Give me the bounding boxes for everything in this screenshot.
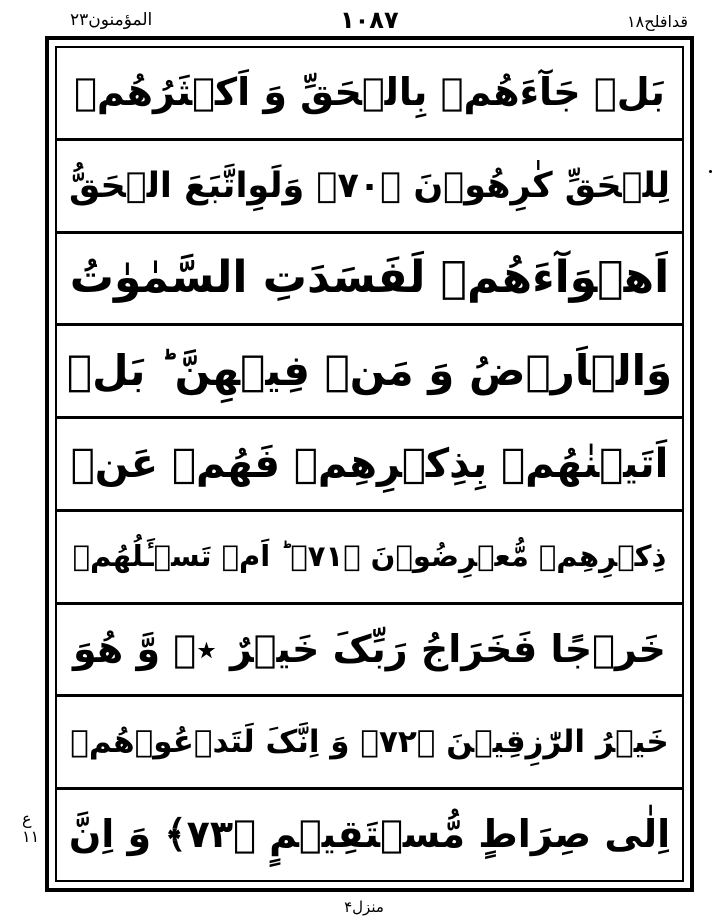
ruku-mark: ع <box>22 809 32 828</box>
verse-line-text: اَهۡوَآءَهُمۡ لَفَسَدَتِ السَّمٰوٰتُ <box>69 252 670 304</box>
ruku-number: ۱۱ <box>22 826 40 846</box>
page-number: ۱۰۸۷ <box>340 6 399 34</box>
verse-line-text: وَالۡاَرۡضُ وَ مَنۡ فِیۡهِنَّ ؕ بَلۡ <box>66 346 673 396</box>
margin-dot <box>709 170 712 173</box>
verse-line-9 <box>57 790 682 880</box>
surah-name: المؤمنون۲۳ <box>70 10 153 30</box>
para-name: قدافلح۱۸ <box>627 12 688 31</box>
verse-line-text: خَرۡجًا فَخَرَاجُ رَبِّکَ خَیۡرٌ ٭ۖ وَّ هُوَ <box>73 626 666 671</box>
page-header <box>0 6 728 36</box>
verse-line-text: اِلٰی صِرَاطٍ مُّسۡتَقِیۡمٍ ﴿۷۳﴾ وَ اِنَّ <box>68 812 671 857</box>
ruku-marker <box>22 810 39 845</box>
verse-line-text: ذِکۡرِهِمۡ مُّعۡرِضُوۡنَ ﴿۷۱﴾ ؕ اَمۡ تَسۡـَٔلُهُمۡ <box>72 539 667 574</box>
manzil-footer: منزل۴ <box>344 898 384 916</box>
verse-line-text: لِلۡحَقِّ کٰرِهُوۡنَ ﴿۷۰﴾ وَلَوِاتَّبَعَ الۡحَقُّ <box>69 165 670 206</box>
verse-line-1 <box>57 48 682 141</box>
verse-line-3 <box>57 234 682 327</box>
text-frame <box>45 36 694 892</box>
verse-line-6 <box>57 512 682 605</box>
verse-line-5 <box>57 419 682 512</box>
verse-line-7 <box>57 605 682 698</box>
verse-line-4 <box>57 326 682 419</box>
verse-lines <box>57 48 682 880</box>
verse-line-text: خَیۡرُ الرّٰزِقِیۡنَ ﴿۷۲﴾ وَ اِنَّکَ لَتَدۡعُوۡهُمۡ <box>70 723 669 760</box>
text-frame-inner <box>55 46 684 882</box>
verse-line-8 <box>57 697 682 790</box>
verse-line-text: اَتَیۡنٰهُمۡ بِذِکۡرِهِمۡ فَهُمۡ عَنۡ <box>70 441 669 488</box>
verse-line-text: بَلۡ جَآءَهُمۡ بِالۡحَقِّ وَ اَکۡثَرُهُمۡ <box>74 70 665 115</box>
verse-line-2 <box>57 141 682 234</box>
